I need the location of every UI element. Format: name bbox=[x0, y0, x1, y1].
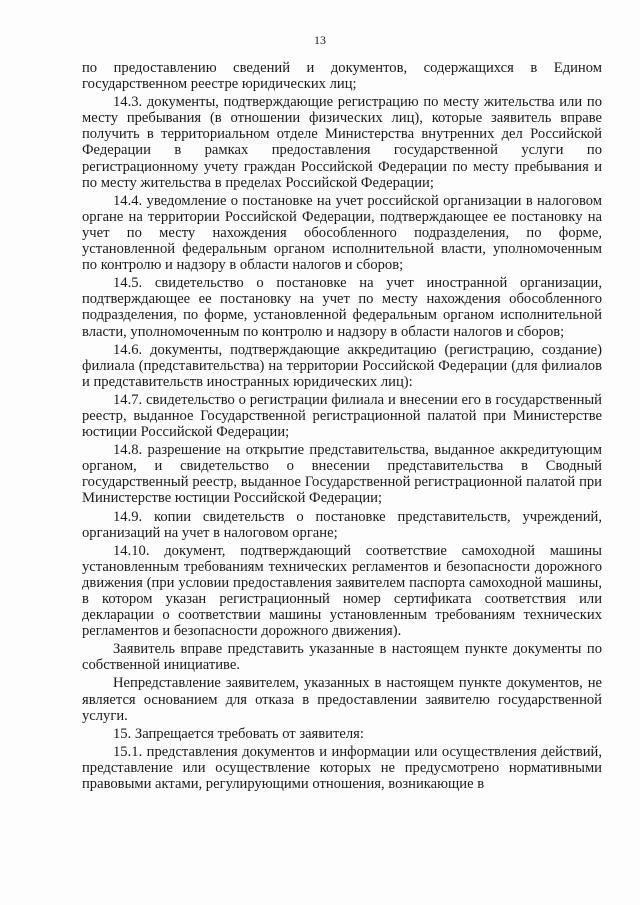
paragraph: 15.1. представления документов и информации или осуществления действий, представление или осуществление которых не предусмотрено нормативными правовыми актами, регулирующими отношения, возникающие в bbox=[82, 743, 602, 793]
paragraph: 14.5. свидетельство о постановке на учет иностранной организации, подтверждающее ее постановку на учет по месту нахождения обособленного подразделения, по форме, установленной федеральным органом исполнительной власти, уполномоченным по контролю и надзору в области налогов и сборов; bbox=[82, 275, 602, 340]
page-number: 13 bbox=[314, 33, 326, 47]
paragraph: по предоставлению сведений и документов, содержащихся в Едином государственном реестре юридических лиц; bbox=[82, 60, 602, 93]
paragraph: 14.10. документ, подтверждающий соответствие самоходной машины установленным требованиям технических регламентов и безопасности дорожного движения (при условии предоставления заявителем паспорта самоходной машины, в котором указан регистрационный номер сертификата соответствия или декларации о соответствии машины установленным требованиям технических регламентов и безопасности дорожного движения). bbox=[82, 542, 602, 640]
paragraph: 14.9. копии свидетельств о постановке представительств, учреждений, организаций на учет в налоговом органе; bbox=[82, 508, 602, 541]
paragraph: 14.6. документы, подтверждающие аккредитацию (регистрацию, создание) филиала (представительства) на территории Российской Федерации (для филиалов и представительств иностранных юридических лиц): bbox=[82, 341, 602, 390]
paragraph: 14.8. разрешение на открытие представительства, выданное аккредитующим органом, и свидетельство о внесении представительства в Сводный государственный реестр, выданное Государственной регистрационной палатой при Министерстве юстиции Российской Федерации; bbox=[82, 442, 602, 507]
paragraph: Непредставление заявителем, указанных в настоящем пункте документов, не является основанием для отказа в предоставлении заявителю государственной услуги. bbox=[82, 675, 602, 724]
paragraph: Заявитель вправе представить указанные в настоящем пункте документы по собственной инициативе. bbox=[82, 641, 602, 674]
paragraph: 14.3. документы, подтверждающие регистрацию по месту жительства или по месту пребывания (в отношении физических лиц), которые заявитель вправе получить в территориальном отделе Министерства внутренних дел Российской Федерации в рамках предоставления государственной услуги по регистрационному учету граждан Российской Федерации по месту пребывания и по месту жительства в пределах Российской Федерации; bbox=[82, 94, 602, 191]
paragraph: 14.7. свидетельство о регистрации филиала и внесении его в государственный реестр, выданное Государственной регистрационной палатой при Министерстве юстиции Российской Федерации; bbox=[82, 391, 602, 441]
document-body bbox=[82, 60, 602, 794]
paragraph: 15. Запрещается требовать от заявителя: bbox=[113, 725, 364, 742]
paragraph: 14.4. уведомление о постановке на учет российской организации в налоговом органе на территории Российской Федерации, подтверждающее ее постановку на учет по месту нахождения обособленного подразделения, по форме, установленной федеральным органом исполнительной власти, уполномоченным по контролю и надзору в области налогов и сборов; bbox=[82, 192, 602, 274]
